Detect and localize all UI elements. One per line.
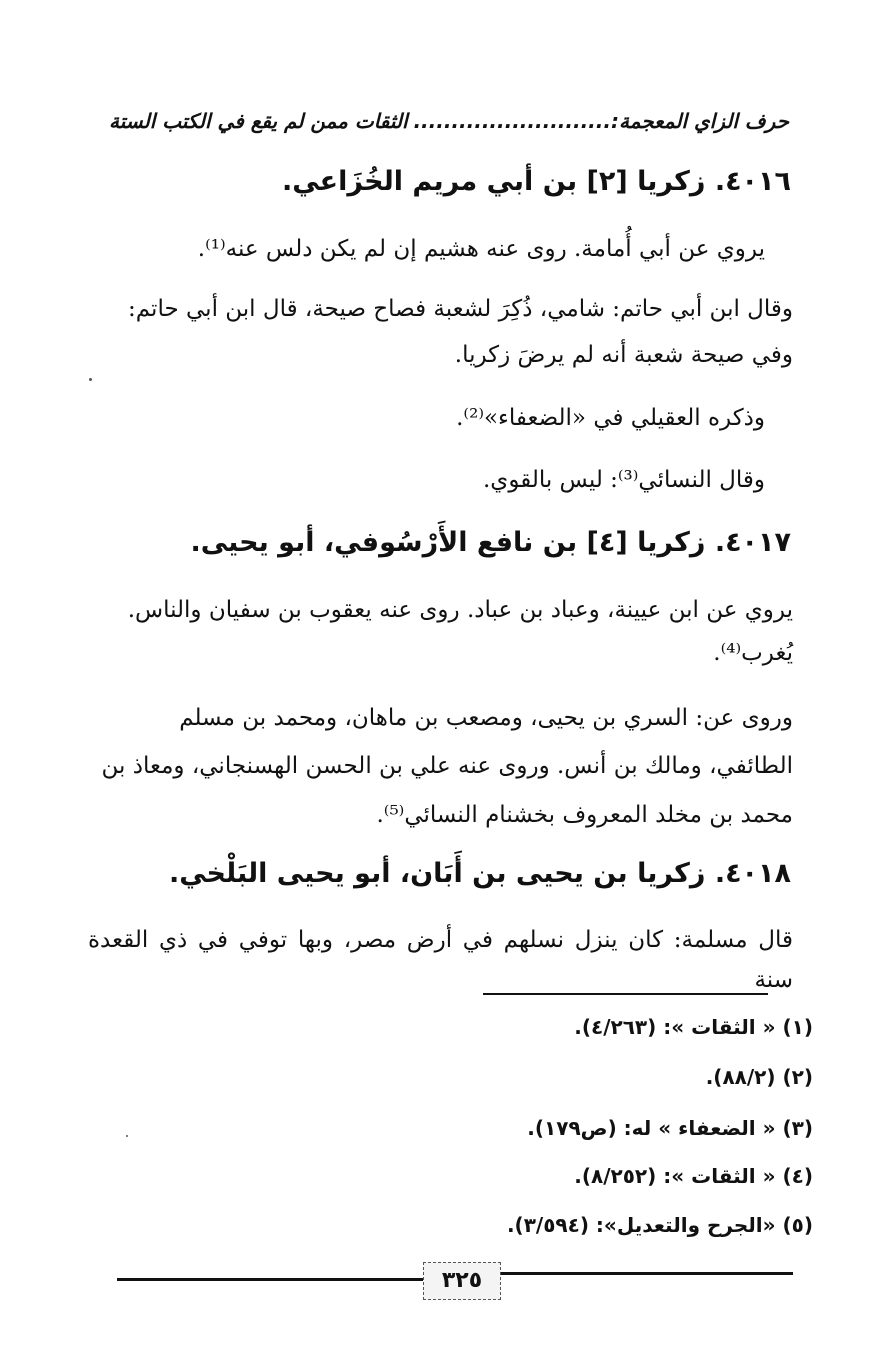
footnote-1: (١) « الثقات »: (٤/٢٦٣).	[574, 1015, 813, 1039]
entry-4017-line-4: الطائفي، ومالك بن أنس. وروى عنه علي بن الحسن الهسنجاني، ومعاذ بن	[101, 753, 793, 779]
running-header	[109, 104, 789, 138]
footnote-5: (٥) «الجرح والتعديل»: (٣/٥٩٤).	[506, 1213, 813, 1237]
entry-4016-line-5: وقال النسائي⁽³⁾: ليس بالقوي.	[483, 467, 765, 493]
entry-4016-line-2: وقال ابن أبي حاتم: شامي، ذُكِرَ لشعبة فصاح صيحة، قال ابن أبي حاتم:	[128, 296, 793, 322]
entry-title-4018: ٤٠١٨. زكريا بن يحيى بن أَبَان، أبو يحيى البَلْخي.	[168, 858, 791, 889]
page-number: ٣٢٥	[423, 1262, 501, 1300]
entry-4018-line-1: قال مسلمة: كان ينزل نسلهم في أرض مصر، وبها توفي في ذي القعدة سنة	[88, 927, 793, 993]
bottom-rule-left	[117, 1278, 423, 1281]
header-chapter-text: حرف الزاي المعجمة:	[610, 109, 789, 133]
scan-speck	[89, 378, 92, 381]
entry-4016-line-3: وفي صيحة شعبة أنه لم يرضَ زكريا.	[454, 342, 793, 368]
bottom-rule-right	[499, 1272, 793, 1275]
entry-title-4016: ٤٠١٦. زكريا [٢] بن أبي مريم الخُزَاعي.	[282, 166, 791, 197]
entry-4017-line-5: محمد بن مخلد المعروف بخشنام النسائي⁽⁵⁾.	[376, 802, 793, 828]
footnote-4: (٤) « الثقات »: (٨/٢٥٢).	[574, 1164, 813, 1188]
entry-4017-line-3: وروى عن: السري بن يحيى، ومصعب بن ماهان، ومحمد بن مسلم	[179, 705, 793, 731]
header-dots: ..........................	[413, 109, 611, 133]
footnote-2: (٢) (٨٨/٢).	[705, 1065, 813, 1089]
header-book-title: الثقات ممن لم يقع في الكتب الستة	[109, 109, 408, 133]
header-chapter	[413, 104, 789, 138]
footnote-3: (٣) « الضعفاء » له: (ص١٧٩).	[527, 1116, 813, 1140]
footnote-separator	[483, 993, 768, 995]
entry-4016-line-4: وذكره العقيلي في «الضعفاء»⁽²⁾.	[456, 405, 765, 431]
entry-title-4017: ٤٠١٧. زكريا [٤] بن نافع الأَرْسُوفي، أبو يحيى.	[190, 527, 791, 558]
entry-4017-line-2: يُغرب⁽⁴⁾.	[713, 640, 793, 666]
scan-speck	[126, 1135, 128, 1137]
entry-4016-line-1: يروي عن أبي أُمامة. روى عنه هشيم إن لم يكن دلس عنه⁽¹⁾.	[197, 236, 765, 262]
entry-4017-line-1: يروي عن ابن عيينة، وعباد بن عباد. روى عنه يعقوب بن سفيان والناس.	[127, 597, 793, 623]
